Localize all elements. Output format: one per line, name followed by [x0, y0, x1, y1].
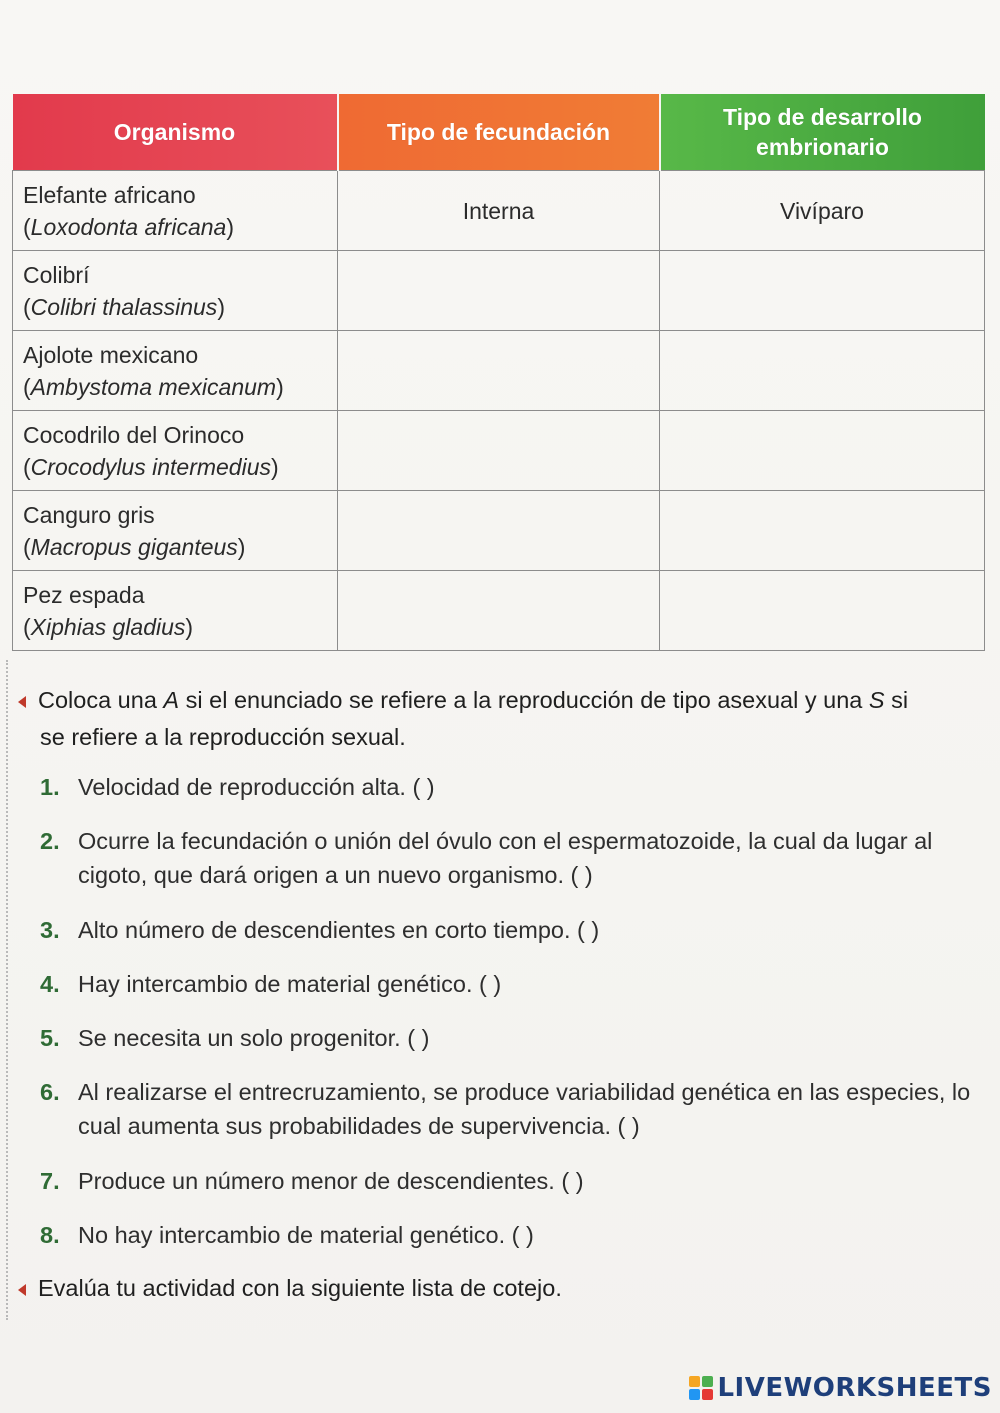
item-number: 1.: [40, 774, 60, 800]
sci-open-paren: (: [23, 373, 31, 400]
item-number: 2.: [40, 828, 60, 854]
sci-close-paren: ): [271, 453, 279, 480]
header-fecundacion: Tipo de fecundación: [338, 94, 660, 171]
list-item: [40, 913, 599, 947]
list-item: [40, 824, 995, 892]
organism-common-name: Canguro gris: [23, 501, 155, 528]
table-row: [13, 411, 985, 491]
sci-open-paren: (: [23, 453, 31, 480]
sci-open-paren: (: [23, 213, 31, 240]
sci-close-paren: ): [185, 613, 194, 640]
organism-scientific-name: Loxodonta africana: [30, 213, 227, 240]
instruction-text-2: si el enunciado se refiere a la reproducción de tipo asexual y una: [179, 687, 869, 713]
instruction-line2: se refiere a la reproducción sexual.: [40, 724, 406, 750]
table-row: [13, 571, 985, 651]
desarrollo-cell[interactable]: [660, 411, 985, 491]
organism-scientific-name: Macropus giganteus: [30, 533, 238, 560]
dotted-margin-line: [6, 660, 8, 1320]
header-desarrollo-line2: embrionario: [756, 134, 889, 160]
bullet-arrow-icon: [18, 696, 26, 708]
evaluation-text: Evalúa tu actividad con la siguiente lista de cotejo.: [38, 1275, 562, 1301]
instruction-letter-s: S: [868, 687, 885, 713]
instruction-letter-a: A: [163, 687, 180, 713]
table-row: [13, 251, 985, 331]
organism-scientific-name: Crocodylus intermedius: [30, 453, 271, 480]
item-text[interactable]: Al realizarse el entrecruzamiento, se produce variabilidad genética en las especies, lo cual aumenta sus probabilidades de supervivencia. ( ): [78, 1079, 971, 1139]
fecundacion-cell[interactable]: [338, 251, 660, 331]
list-item: [40, 1218, 534, 1252]
fecundacion-cell[interactable]: [338, 331, 660, 411]
organism-cell: [13, 491, 338, 571]
liveworksheets-logo: [689, 1373, 992, 1403]
sci-close-paren: ): [276, 373, 284, 400]
item-number: 5.: [40, 1025, 60, 1051]
sci-close-paren: ): [217, 293, 225, 320]
item-number: 8.: [40, 1222, 60, 1248]
organism-common-name: Pez espada: [23, 581, 145, 608]
bullet-arrow-icon: [18, 1284, 26, 1296]
desarrollo-cell[interactable]: [660, 331, 985, 411]
sci-open-paren: (: [23, 533, 31, 560]
organism-cell: [13, 171, 338, 251]
desarrollo-cell[interactable]: [660, 491, 985, 571]
instruction-text-3: si: [884, 687, 909, 713]
list-item: [40, 770, 435, 804]
sci-open-paren: (: [23, 293, 31, 320]
instruction: [18, 682, 993, 756]
fecundacion-cell[interactable]: [338, 571, 660, 651]
organism-scientific-name: Colibri thalassinus: [30, 293, 218, 320]
item-text[interactable]: No hay intercambio de material genético. ( ): [78, 1222, 534, 1248]
organism-cell: [13, 331, 338, 411]
list-item: [40, 1021, 429, 1055]
item-text[interactable]: Ocurre la fecundación o unión del óvulo con el espermatozoide, la cual da lugar al cigoto, que dará origen a un nuevo organismo. ( ): [78, 828, 933, 888]
item-text[interactable]: Velocidad de reproducción alta. ( ): [78, 774, 435, 800]
sci-close-paren: ): [237, 533, 246, 560]
item-number: 6.: [40, 1079, 60, 1105]
fecundacion-cell[interactable]: [338, 491, 660, 571]
item-number: 7.: [40, 1168, 60, 1194]
fecundacion-cell[interactable]: [338, 411, 660, 491]
item-text[interactable]: Se necesita un solo progenitor. ( ): [78, 1025, 430, 1051]
sci-open-paren: (: [23, 613, 31, 640]
item-text[interactable]: Produce un número menor de descendientes. ( ): [78, 1168, 584, 1194]
item-number: 3.: [40, 917, 60, 943]
item-number: 4.: [40, 971, 60, 997]
organism-cell: [13, 251, 338, 331]
list-item: [40, 1075, 995, 1143]
logo-text: LIVEWORKSHEETS: [717, 1373, 992, 1403]
table-row: [13, 171, 985, 251]
list-item: [40, 967, 501, 1001]
table-header-row: [13, 94, 985, 171]
desarrollo-cell[interactable]: [660, 571, 985, 651]
organism-common-name: Elefante africano: [23, 181, 196, 208]
organism-cell: [13, 571, 338, 651]
desarrollo-cell[interactable]: Vivíparo: [660, 171, 985, 251]
instruction-text-1: Coloca una: [38, 687, 164, 713]
organism-common-name: Colibrí: [23, 261, 90, 288]
organism-scientific-name: Ambystoma mexicanum: [30, 373, 277, 400]
organism-common-name: Cocodrilo del Orinoco: [23, 421, 245, 448]
header-desarrollo: [660, 94, 985, 171]
organism-table: [12, 94, 985, 651]
desarrollo-cell[interactable]: [660, 251, 985, 331]
organism-cell: [13, 411, 338, 491]
item-text[interactable]: Hay intercambio de material genético. ( ): [78, 971, 502, 997]
sci-close-paren: ): [226, 213, 234, 240]
header-organismo: Organismo: [13, 94, 338, 171]
header-desarrollo-line1: Tipo de desarrollo: [723, 104, 922, 130]
item-text[interactable]: Alto número de descendientes en corto tiempo. ( ): [78, 917, 600, 943]
table-row: [13, 491, 985, 571]
instruction-line1: [18, 682, 993, 719]
fecundacion-cell[interactable]: Interna: [338, 171, 660, 251]
table-row: [13, 331, 985, 411]
list-item: [40, 1164, 584, 1198]
organism-scientific-name: Xiphias gladius: [30, 613, 186, 640]
logo-mark-icon: [689, 1376, 713, 1400]
evaluation-instruction: [18, 1270, 978, 1306]
organism-common-name: Ajolote mexicano: [23, 341, 199, 368]
